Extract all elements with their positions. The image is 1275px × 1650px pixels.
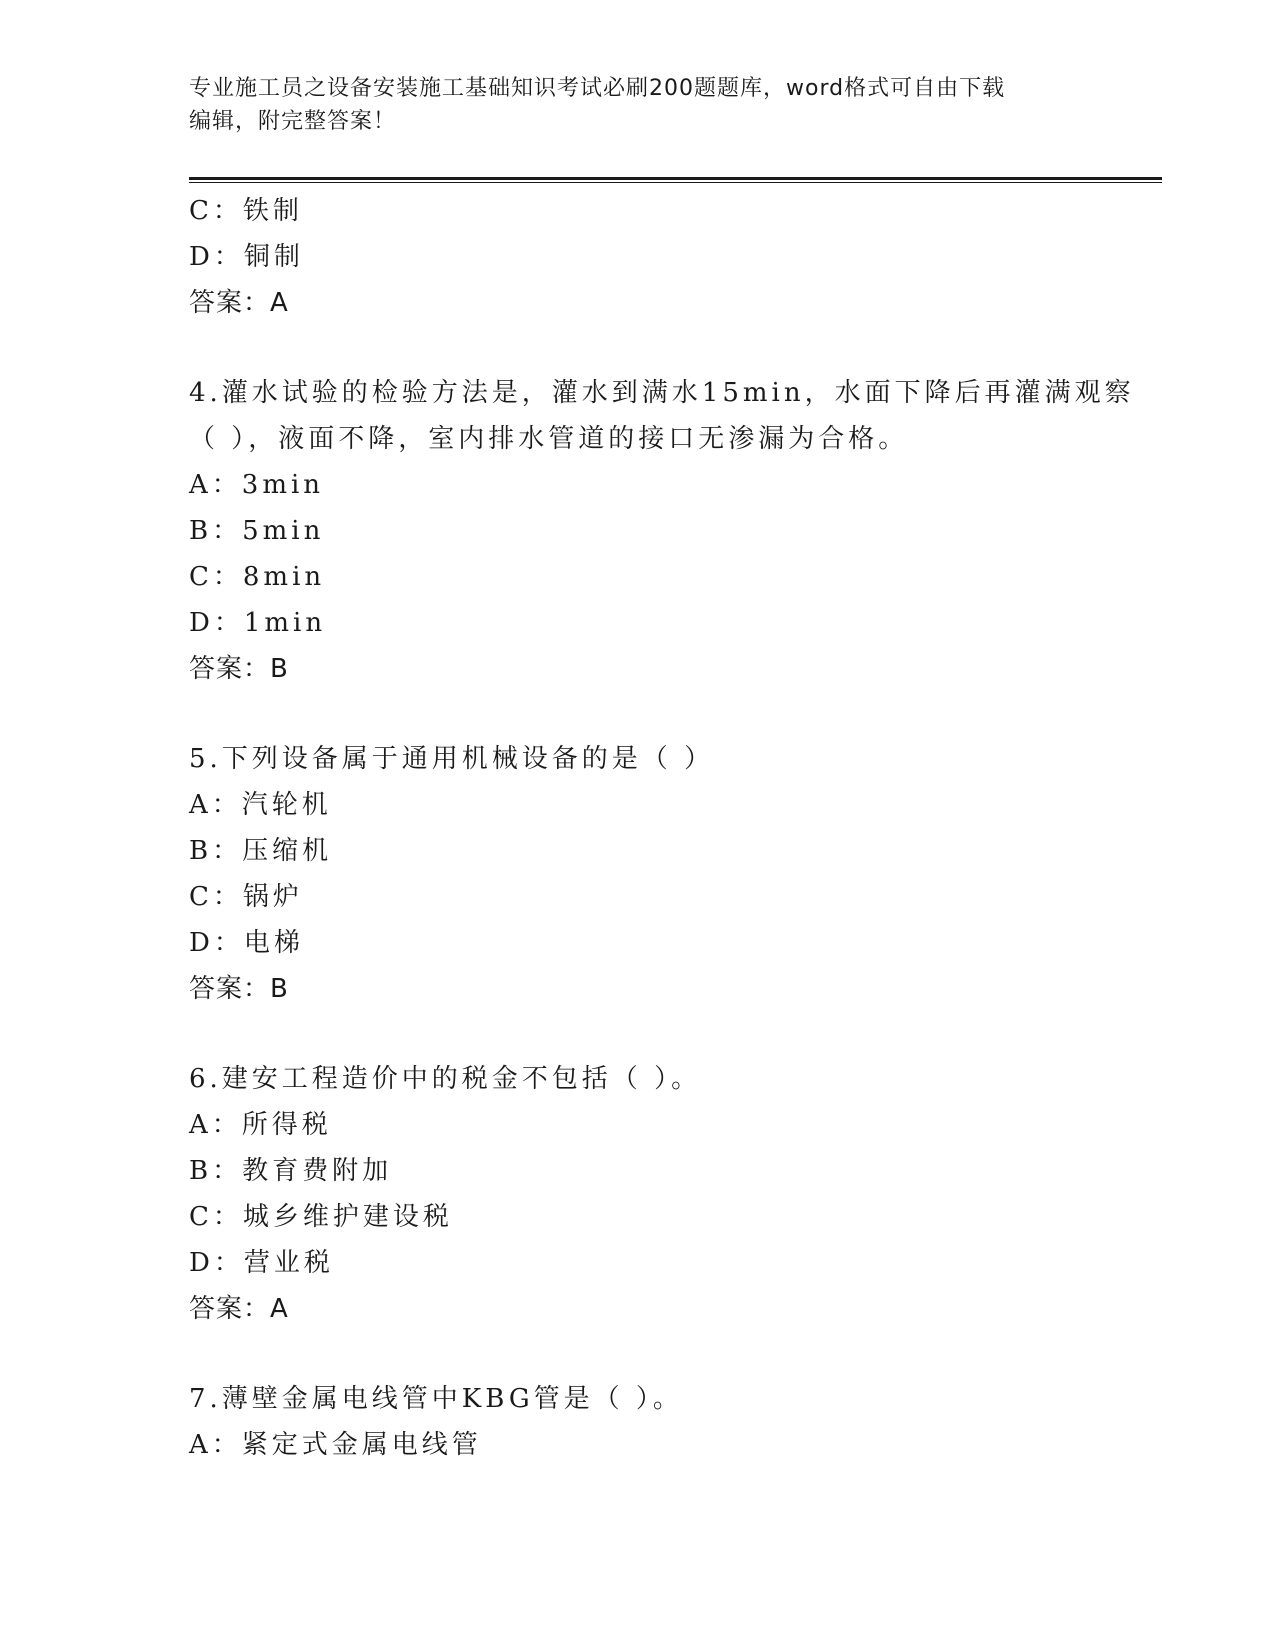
option-b: B：5min [189,516,325,546]
spacer [189,692,1089,736]
question-stem: 4.灌水试验的检验方法是，灌水到满水15min，水面下降后再灌满观察 [189,378,1135,408]
option-c: C：铁制 [189,196,303,226]
option-a: A：汽轮机 [189,790,332,820]
option-b: B：教育费附加 [189,1156,393,1186]
header-line-2: 编辑，附完整答案！ [189,109,397,134]
document-header [189,72,1089,138]
option-d: D：1min [189,608,327,638]
question-stem-continued: （ ），液面不降，室内排水管道的接口无渗漏为合格。 [189,424,909,454]
option-a: A：紧定式金属电线管 [189,1430,482,1460]
header-line-1: 专业施工员之设备安装施工基础知识考试必刷200题题库，word格式可自由下载 [189,76,1006,101]
answer-line: 答案：A [189,288,289,318]
question-7 [189,1376,1089,1468]
header-divider-thick [189,177,1162,180]
question-stem: 6.建安工程造价中的税金不包括（ ）。 [189,1064,702,1094]
header-divider-thin [189,182,1162,183]
option-c: C：城乡维护建设税 [189,1202,453,1232]
answer-line: 答案：B [189,654,289,684]
option-c: C：8min [189,562,326,592]
question-6 [189,1056,1089,1332]
option-a: A：所得税 [189,1110,332,1140]
option-d: D：铜制 [189,242,304,272]
spacer [189,1332,1089,1376]
question-4 [189,370,1135,692]
option-d: D：营业税 [189,1248,334,1278]
option-d: D：电梯 [189,928,304,958]
option-b: B：压缩机 [189,836,333,866]
answer-line: 答案：B [189,974,289,1004]
question-stem: 5.下列设备属于通用机械设备的是（ ） [189,744,715,774]
question-list [189,188,1135,1468]
question-stem: 7.薄壁金属电线管中KBG管是（ ）。 [189,1384,683,1414]
question-3-tail [189,188,1089,326]
spacer [189,326,1089,370]
spacer [189,1012,1089,1056]
option-c: C：锅炉 [189,882,303,912]
option-a: A：3min [189,470,325,500]
question-5 [189,736,1089,1012]
answer-line: 答案：A [189,1294,289,1324]
